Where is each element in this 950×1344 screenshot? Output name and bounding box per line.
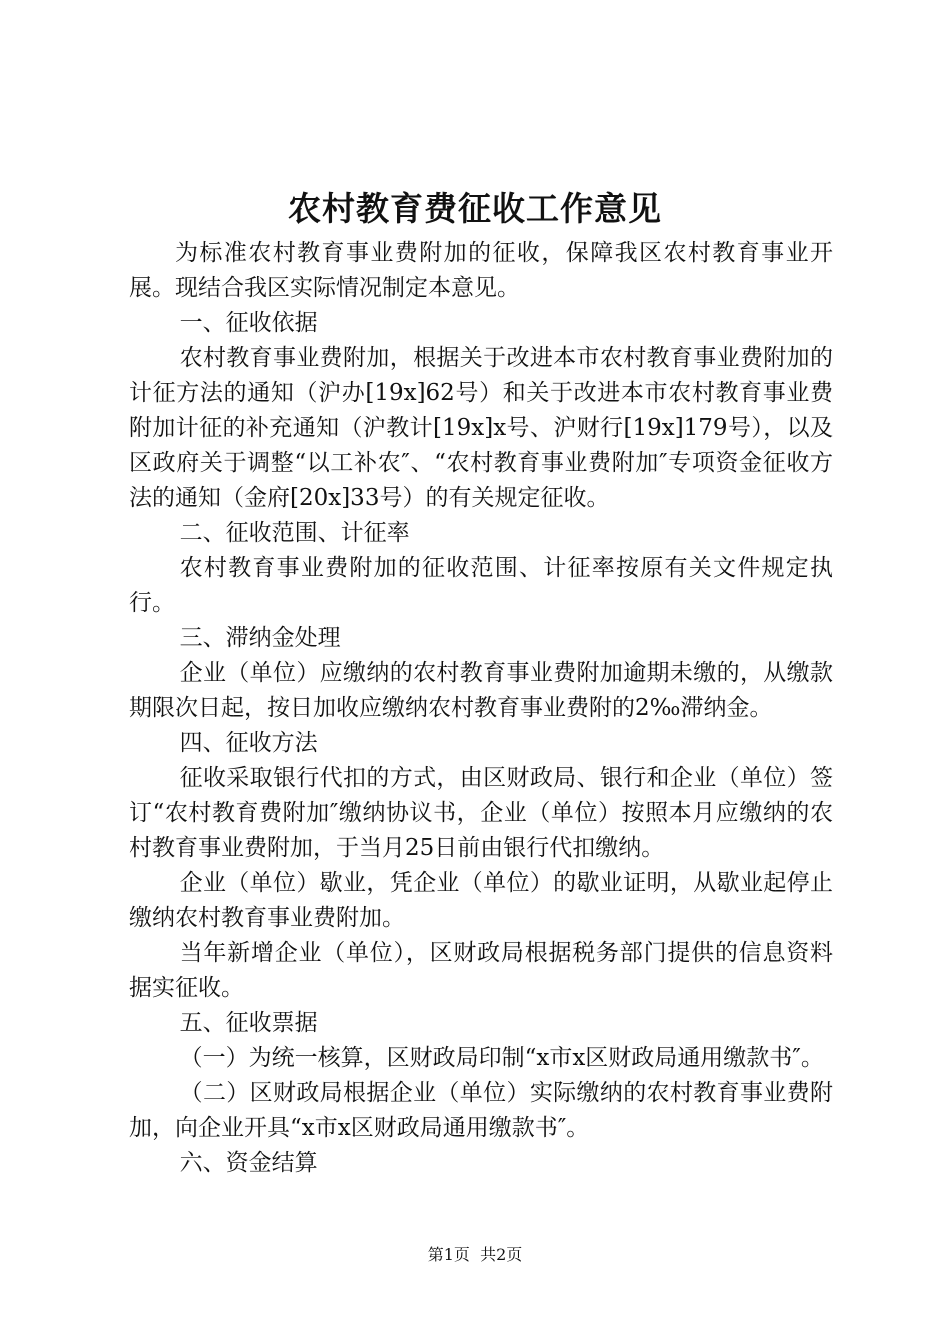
- paragraph-scope: 农村教育事业费附加的征收范围、计征率按原有关文件规定执行。: [129, 555, 833, 616]
- paragraph-intro: 为标准农村教育事业费附加的征收，保障我区农村教育事业开展。现结合我区实际情况制定本意见。: [129, 240, 833, 301]
- paragraph-receipt-1: （一）为统一核算，区财政局印制“x市x区财政局通用缴款书″。: [179, 1045, 824, 1071]
- page-footer: [0, 1243, 950, 1267]
- paragraph-method: 征收采取银行代扣的方式，由区财政局、银行和企业（单位）签订“农村教育费附加″缴纳协议书，企业（单位）按照本月应缴纳的农村教育事业费附加，于当月25日前由银行代扣缴纳。: [129, 765, 833, 861]
- paragraph-new-enterprise: 当年新增企业（单位），区财政局根据税务部门提供的信息资料据实征收。: [129, 940, 833, 1001]
- paragraph-late-fee: 企业（单位）应缴纳的农村教育事业费附加逾期未缴的，从缴款期限次日起，按日加收应缴纳农村教育事业费附的2‰滞纳金。: [129, 660, 833, 721]
- section-heading-1: 一、征收依据: [179, 310, 318, 336]
- document-title: 农村教育费征收工作意见: [288, 189, 662, 228]
- document-body: [129, 236, 833, 1181]
- paragraph-closure: 企业（单位）歇业，凭企业（单位）的歇业证明，从歇业起停止缴纳农村教育事业费附加。: [129, 870, 833, 931]
- section-heading-2: 二、征收范围、计征率: [179, 520, 410, 546]
- section-heading-4: 四、征收方法: [179, 730, 318, 756]
- section-heading-3: 三、滞纳金处理: [179, 625, 341, 651]
- paragraph-basis: 农村教育事业费附加，根据关于改进本市农村教育事业费附加的计征方法的通知（沪办[19x]62号）和关于改进本市农村教育事业费附加计征的补充通知（沪教计[19x]x号、沪财行[19x]179号），以及区政府关于调整“以工补农″、“农村教育事业费附加″专项资金征收方法的通知（金府[20x]33号）的有关规定征收。: [129, 345, 833, 511]
- page-number: 第1页: [427, 1245, 470, 1264]
- section-heading-5: 五、征收票据: [179, 1010, 318, 1036]
- section-heading-6: 六、资金结算: [179, 1150, 318, 1176]
- paragraph-receipt-2: （二）区财政局根据企业（单位）实际缴纳的农村教育事业费附加，向企业开具“x市x区财政局通用缴款书″。: [129, 1080, 833, 1141]
- page-total: 共2页: [480, 1245, 523, 1264]
